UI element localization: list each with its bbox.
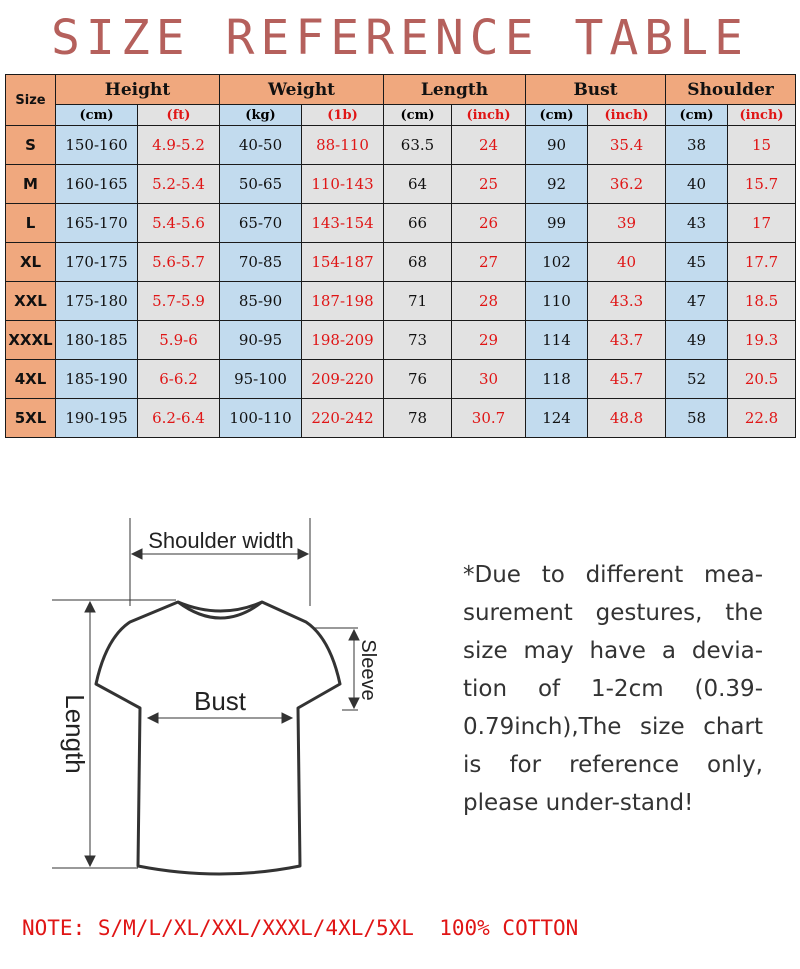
table-cell: 95-100 xyxy=(220,360,302,399)
table-cell: 17.7 xyxy=(728,243,796,282)
table-cell: 85-90 xyxy=(220,282,302,321)
length-label: Length xyxy=(60,694,90,774)
table-cell: 124 xyxy=(526,399,588,438)
table-row xyxy=(6,360,796,399)
table-cell: 5.9-6 xyxy=(138,321,220,360)
unit-cell: (cm) xyxy=(526,105,588,126)
header-bust: Bust xyxy=(526,75,666,105)
table-cell: 43 xyxy=(666,204,728,243)
size-label: S xyxy=(6,126,56,165)
table-cell: 73 xyxy=(384,321,452,360)
table-cell: 45 xyxy=(666,243,728,282)
table-row xyxy=(6,399,796,438)
unit-cell: (inch) xyxy=(588,105,666,126)
table-cell: 71 xyxy=(384,282,452,321)
table-cell: 4.9-5.2 xyxy=(138,126,220,165)
table-row xyxy=(6,126,796,165)
table-cell: 65-70 xyxy=(220,204,302,243)
table-cell: 35.4 xyxy=(588,126,666,165)
table-cell: 66 xyxy=(384,204,452,243)
table-cell: 5.7-5.9 xyxy=(138,282,220,321)
table-cell: 30.7 xyxy=(452,399,526,438)
table-cell: 209-220 xyxy=(302,360,384,399)
shoulder-width-label: Shoulder width xyxy=(148,528,294,553)
table-cell: 5.6-5.7 xyxy=(138,243,220,282)
table-cell: 50-65 xyxy=(220,165,302,204)
table-cell: 154-187 xyxy=(302,243,384,282)
table-cell: 19.3 xyxy=(728,321,796,360)
size-label: L xyxy=(6,204,56,243)
unit-cell: (cm) xyxy=(56,105,138,126)
table-cell: 118 xyxy=(526,360,588,399)
size-table xyxy=(5,74,796,438)
size-label: M xyxy=(6,165,56,204)
table-cell: 43.3 xyxy=(588,282,666,321)
table-cell: 110 xyxy=(526,282,588,321)
size-header: Size xyxy=(6,75,56,126)
table-cell: 47 xyxy=(666,282,728,321)
unit-cell: (1b) xyxy=(302,105,384,126)
table-cell: 6.2-6.4 xyxy=(138,399,220,438)
table-cell: 90 xyxy=(526,126,588,165)
table-cell: 68 xyxy=(384,243,452,282)
tshirt-outline xyxy=(96,602,340,874)
tshirt-diagram xyxy=(0,488,440,888)
table-cell: 39 xyxy=(588,204,666,243)
table-cell: 114 xyxy=(526,321,588,360)
table-cell: 52 xyxy=(666,360,728,399)
table-cell: 20.5 xyxy=(728,360,796,399)
table-row xyxy=(6,282,796,321)
table-cell: 187-198 xyxy=(302,282,384,321)
table-cell: 18.5 xyxy=(728,282,796,321)
header-height: Height xyxy=(56,75,220,105)
table-cell: 40-50 xyxy=(220,126,302,165)
table-cell: 40 xyxy=(666,165,728,204)
table-cell: 49 xyxy=(666,321,728,360)
table-cell: 6-6.2 xyxy=(138,360,220,399)
unit-cell: (ft) xyxy=(138,105,220,126)
table-cell: 30 xyxy=(452,360,526,399)
table-cell: 15.7 xyxy=(728,165,796,204)
table-cell: 102 xyxy=(526,243,588,282)
table-cell: 198-209 xyxy=(302,321,384,360)
bust-label: Bust xyxy=(193,686,247,716)
unit-cell: (kg) xyxy=(220,105,302,126)
table-cell: 5.2-5.4 xyxy=(138,165,220,204)
table-cell: 90-95 xyxy=(220,321,302,360)
table-cell: 110-143 xyxy=(302,165,384,204)
table-cell: 99 xyxy=(526,204,588,243)
table-row xyxy=(6,165,796,204)
table-cell: 24 xyxy=(452,126,526,165)
table-cell: 64 xyxy=(384,165,452,204)
table-cell: 26 xyxy=(452,204,526,243)
page-title: SIZE REFERENCE TABLE xyxy=(51,10,749,66)
header-length: Length xyxy=(384,75,526,105)
table-row xyxy=(6,204,796,243)
table-cell: 70-85 xyxy=(220,243,302,282)
table-cell: 22.8 xyxy=(728,399,796,438)
table-cell: 180-185 xyxy=(56,321,138,360)
footer-note: NOTE: S/M/L/XL/XXL/XXXL/4XL/5XL 100% COTTON xyxy=(22,916,579,940)
table-cell: 160-165 xyxy=(56,165,138,204)
table-cell: 29 xyxy=(452,321,526,360)
table-cell: 43.7 xyxy=(588,321,666,360)
table-cell: 143-154 xyxy=(302,204,384,243)
unit-cell: (cm) xyxy=(666,105,728,126)
size-label: XXL xyxy=(6,282,56,321)
table-row xyxy=(6,321,796,360)
sleeve-label: Sleeve xyxy=(357,639,379,701)
table-cell: 170-175 xyxy=(56,243,138,282)
table-cell: 92 xyxy=(526,165,588,204)
unit-cell: (cm) xyxy=(384,105,452,126)
table-cell: 5.4-5.6 xyxy=(138,204,220,243)
size-label: 5XL xyxy=(6,399,56,438)
table-cell: 100-110 xyxy=(220,399,302,438)
measurement-note: *Due to different mea-surement gestures, the size may have a devia-tion of 1-2cm (0.39-0.79inch),The size chart is for reference only, please under-stand! xyxy=(463,562,763,816)
table-cell: 78 xyxy=(384,399,452,438)
table-cell: 63.5 xyxy=(384,126,452,165)
table-cell: 36.2 xyxy=(588,165,666,204)
table-cell: 17 xyxy=(728,204,796,243)
table-cell: 175-180 xyxy=(56,282,138,321)
table-cell: 15 xyxy=(728,126,796,165)
table-cell: 28 xyxy=(452,282,526,321)
table-cell: 27 xyxy=(452,243,526,282)
table-cell: 48.8 xyxy=(588,399,666,438)
header-weight: Weight xyxy=(220,75,384,105)
table-cell: 25 xyxy=(452,165,526,204)
table-cell: 58 xyxy=(666,399,728,438)
table-row xyxy=(6,243,796,282)
table-cell: 38 xyxy=(666,126,728,165)
table-cell: 88-110 xyxy=(302,126,384,165)
table-cell: 220-242 xyxy=(302,399,384,438)
size-label: 4XL xyxy=(6,360,56,399)
table-cell: 150-160 xyxy=(56,126,138,165)
size-label: XXXL xyxy=(6,321,56,360)
table-cell: 185-190 xyxy=(56,360,138,399)
size-label: XL xyxy=(6,243,56,282)
table-cell: 40 xyxy=(588,243,666,282)
table-cell: 76 xyxy=(384,360,452,399)
table-cell: 165-170 xyxy=(56,204,138,243)
unit-cell: (inch) xyxy=(728,105,796,126)
table-cell: 45.7 xyxy=(588,360,666,399)
table-cell: 190-195 xyxy=(56,399,138,438)
header-shoulder: Shoulder xyxy=(666,75,796,105)
unit-cell: (inch) xyxy=(452,105,526,126)
